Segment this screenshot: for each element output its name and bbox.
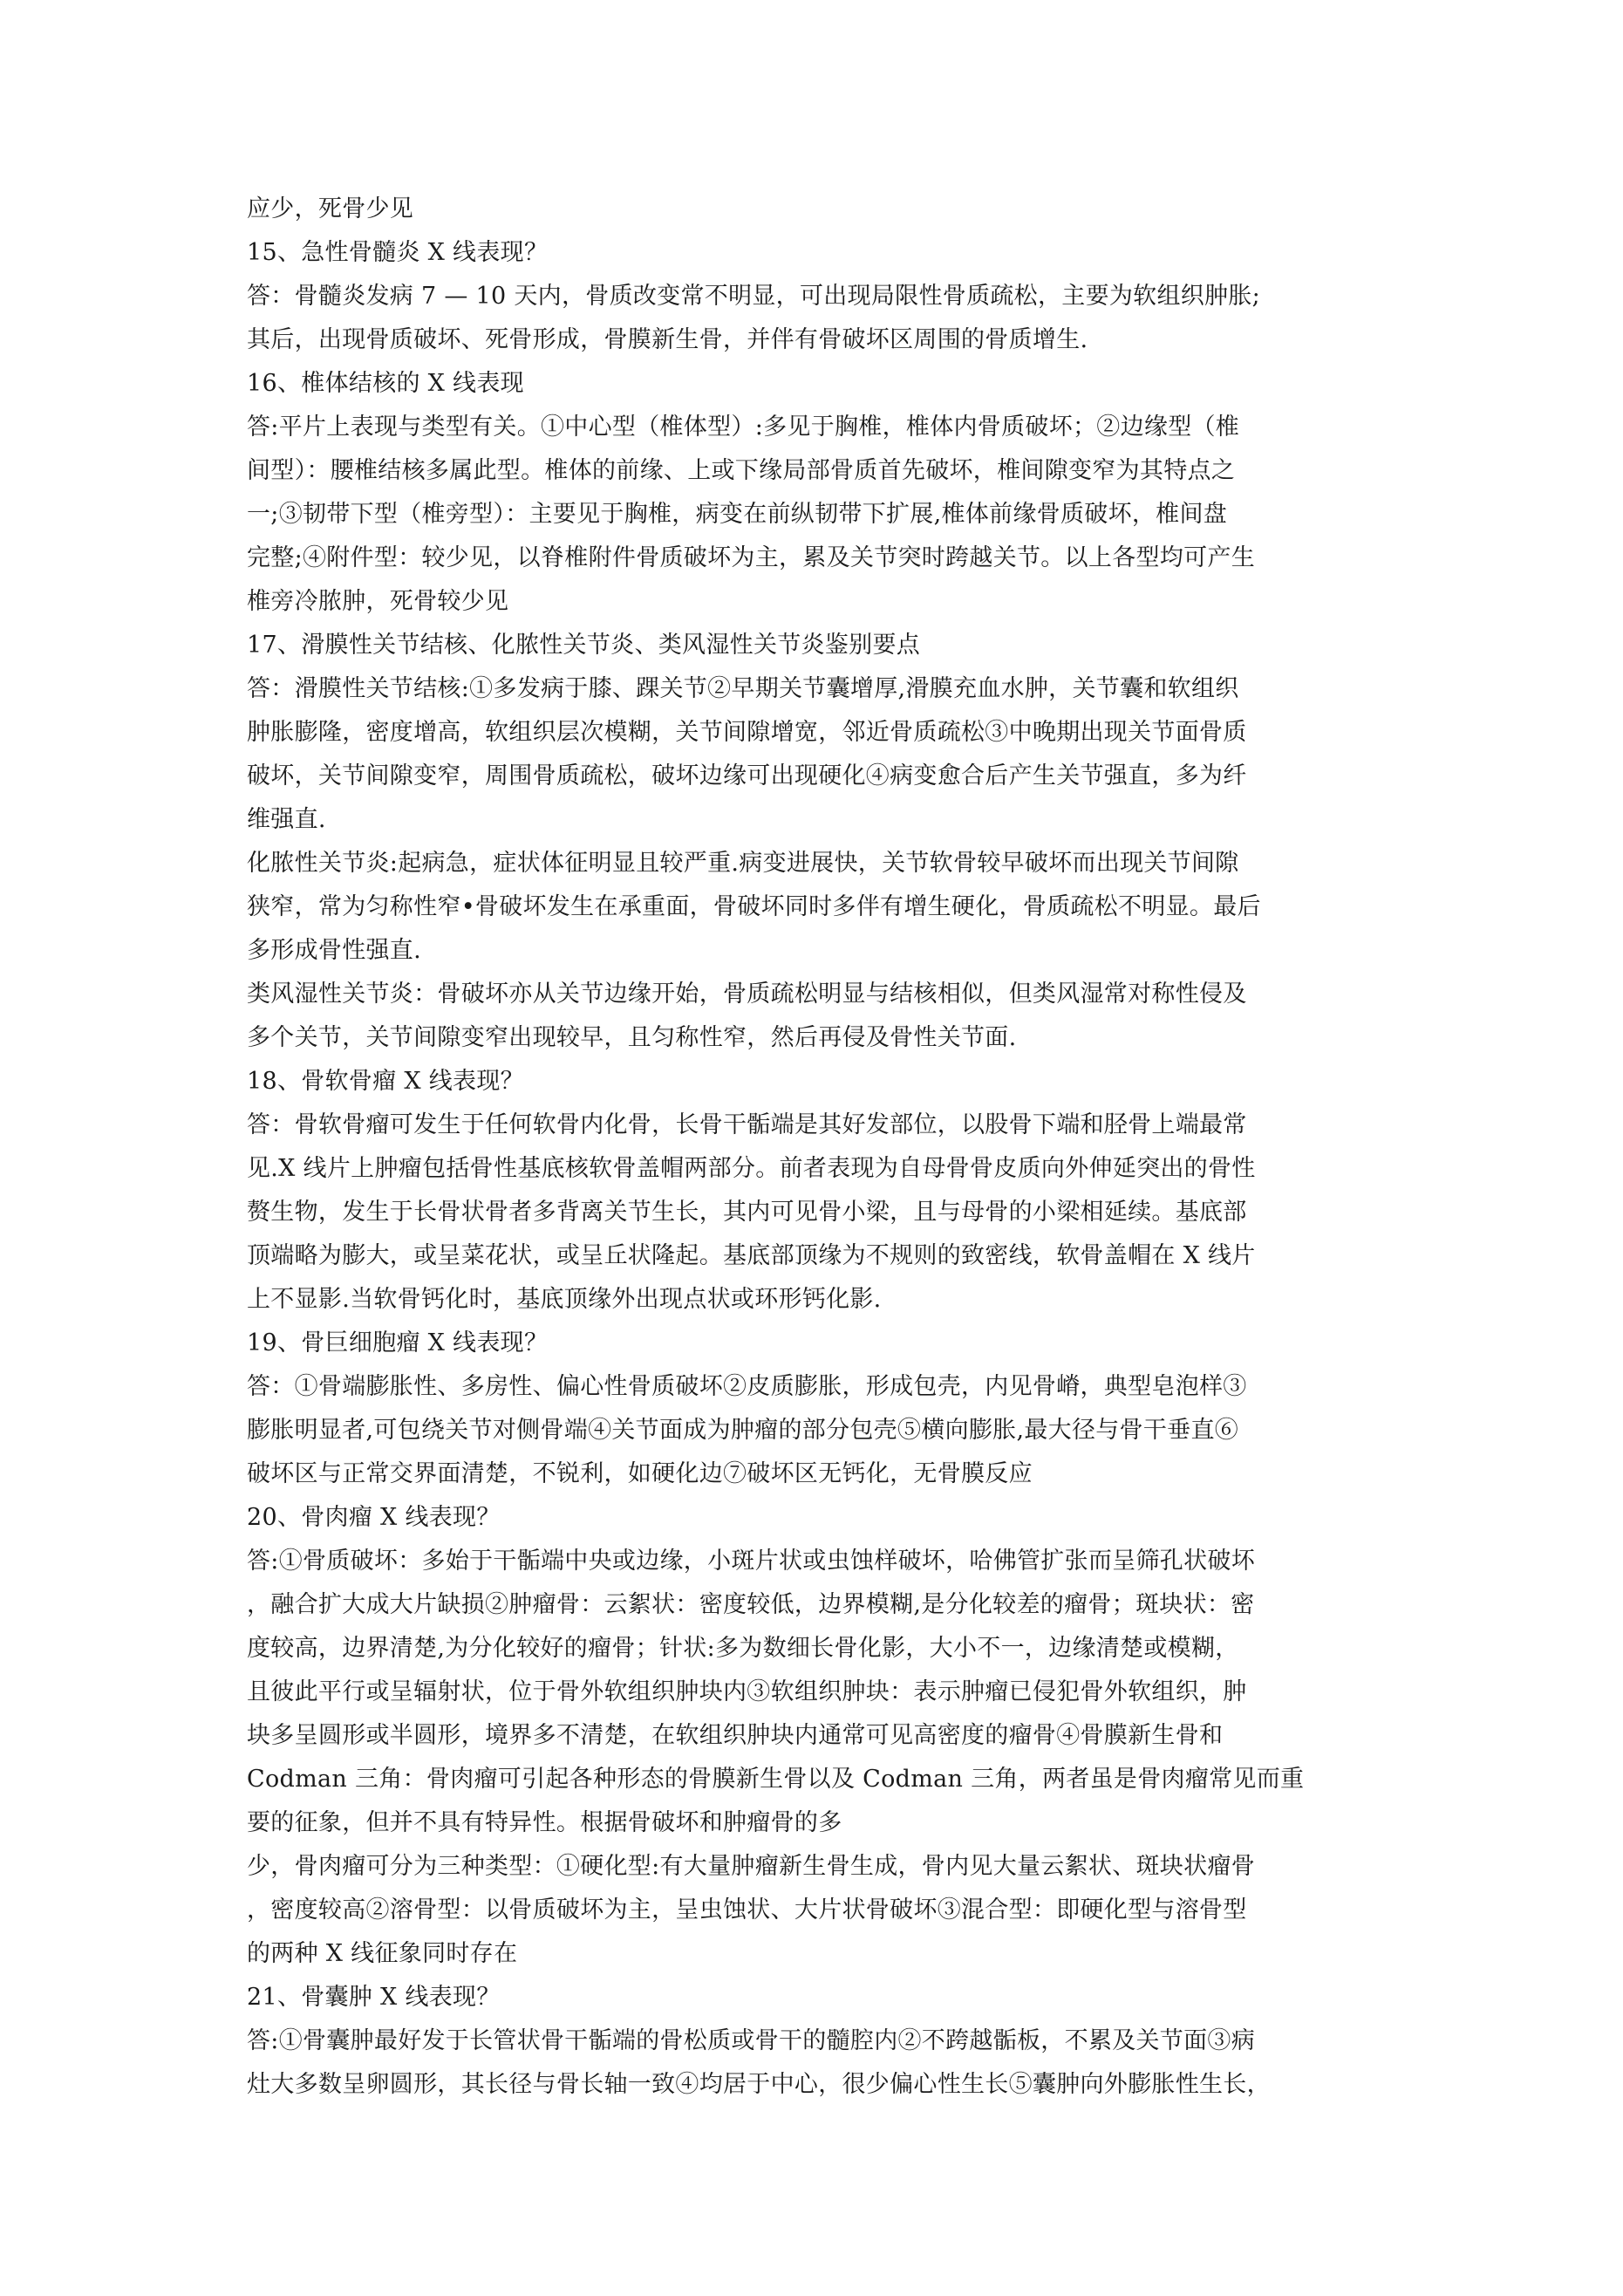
question-heading: 15、急性骨髓炎 X 线表现？ bbox=[247, 239, 549, 266]
question-heading: 16、椎体结核的 X 线表现 bbox=[247, 370, 524, 397]
document-page bbox=[247, 188, 1405, 2107]
text-line: ，融合扩大成大片缺损②肿瘤骨：云絮状：密度较低，边界模糊,是分化较差的瘤骨；斑块状：密 bbox=[247, 1591, 1255, 1618]
text-line: 类风湿性关节炎：骨破坏亦从关节边缘开始，骨质疏松明显与结核相似，但类风湿常对称性侵及 bbox=[247, 981, 1247, 1008]
text-line: 椎旁冷脓肿，死骨较少见 bbox=[247, 588, 509, 615]
text-line: 维强直. bbox=[247, 806, 326, 833]
text-line: 其后，出现骨质破坏、死骨形成，骨膜新生骨，并伴有骨破坏区周围的骨质增生. bbox=[247, 326, 1088, 353]
text-line: 一;③韧带下型（椎旁型）：主要见于胸椎，病变在前纵韧带下扩展,椎体前缘骨质破坏，椎间盘 bbox=[247, 501, 1228, 528]
text-line: 答：骨髓炎发病 7 — 10 天内，骨质改变常不明显，可出现局限性骨质疏松，主要为软组织肿胀; bbox=[247, 283, 1261, 310]
text-line: 顶端略为膨大，或呈菜花状，或呈丘状隆起。基底部顶缘为不规则的致密线，软骨盖帽在 X 线片 bbox=[247, 1242, 1256, 1269]
text-line: 多形成骨性强直. bbox=[247, 937, 421, 964]
text-line: 块多呈圆形或半圆形，境界多不清楚，在软组织肿块内通常可见高密度的瘤骨④骨膜新生骨和 bbox=[247, 1722, 1224, 1749]
question-heading: 20、骨肉瘤 X 线表现？ bbox=[247, 1504, 501, 1531]
question-heading: 18、骨软骨瘤 X 线表现？ bbox=[247, 1068, 524, 1095]
text-line: 破坏区与正常交界面清楚，不锐利，如硬化边⑦破坏区无钙化，无骨膜反应 bbox=[247, 1460, 1033, 1487]
text-line: 应少，死骨少见 bbox=[247, 195, 414, 222]
text-line: 间型）：腰椎结核多属此型。椎体的前缘、上或下缘局部骨质首先破坏，椎间隙变窄为其特点之 bbox=[247, 457, 1236, 484]
text-line: 化脓性关节炎:起病急，症状体征明显且较严重.病变进展快，关节软骨较早破坏而出现关节间隙 bbox=[247, 850, 1239, 877]
text-line: 完整;④附件型：较少见，以脊椎附件骨质破坏为主，累及关节突时跨越关节。以上各型均可产生 bbox=[247, 544, 1255, 571]
text-line: Codman 三角：骨肉瘤可引起各种形态的骨膜新生骨以及 Codman 三角，两者虽是骨肉瘤常见而重 bbox=[247, 1766, 1305, 1793]
text-line: 的两种 X 线征象同时存在 bbox=[247, 1940, 518, 1967]
text-line: 赘生物，发生于长骨状骨者多背离关节生长，其内可见骨小梁，且与母骨的小梁相延续。基底部 bbox=[247, 1199, 1247, 1226]
text-line: 灶大多数呈卵圆形，其长径与骨长轴一致④均居于中心，很少偏心性生长⑤囊肿向外膨胀性生长， bbox=[247, 2071, 1271, 2098]
question-heading: 21、骨囊肿 X 线表现？ bbox=[247, 1984, 501, 2011]
text-line: 少，骨肉瘤可分为三种类型：①硬化型:有大量肿瘤新生骨生成，骨内见大量云絮状、斑块状瘤骨 bbox=[247, 1853, 1255, 1880]
text-line: 度较高，边界清楚,为分化较好的瘤骨；针状:多为数细长骨化影，大小不一，边缘清楚或模糊， bbox=[247, 1635, 1239, 1662]
question-heading: 17、滑膜性关节结核、化脓性关节炎、类风湿性关节炎鉴别要点 bbox=[247, 632, 921, 659]
text-line: 膨胀明显者,可包绕关节对侧骨端④关节面成为肿瘤的部分包壳⑤横向膨胀,最大径与骨干垂直⑥ bbox=[247, 1417, 1239, 1444]
text-line: 答:平片上表现与类型有关。①中心型（椎体型）:多见于胸椎，椎体内骨质破坏；②边缘型（椎 bbox=[247, 413, 1240, 441]
text-line: 见.X 线片上肿瘤包括骨性基底核软骨盖帽两部分。前者表现为自母骨骨皮质向外伸延突出的骨性 bbox=[247, 1155, 1256, 1182]
text-line: 答:①骨质破坏：多始于干骺端中央或边缘，小斑片状或虫蚀样破坏，哈佛管扩张而呈筛孔状破坏 bbox=[247, 1548, 1255, 1575]
text-line: 要的征象，但并不具有特异性。根据骨破坏和肿瘤骨的多 bbox=[247, 1809, 842, 1836]
text-line: 答:①骨囊肿最好发于长管状骨干骺端的骨松质或骨干的髓腔内②不跨越骺板，不累及关节面③病 bbox=[247, 2027, 1255, 2054]
text-line: 答：滑膜性关节结核:①多发病于膝、踝关节②早期关节囊增厚,滑膜充血水肿，关节囊和软组织 bbox=[247, 675, 1239, 702]
text-line: 破坏，关节间隙变窄，周围骨质疏松，破坏边缘可出现硬化④病变愈合后产生关节强直，多为纤 bbox=[247, 762, 1247, 789]
text-line: 答：骨软骨瘤可发生于任何软骨内化骨，长骨干骺端是其好发部位，以股骨下端和胫骨上端最常 bbox=[247, 1111, 1247, 1138]
text-line: ，密度较高②溶骨型：以骨质破坏为主，呈虫蚀状、大片状骨破坏③混合型：即硬化型与溶骨型 bbox=[247, 1896, 1247, 1924]
text-line: 答：①骨端膨胀性、多房性、偏心性骨质破坏②皮质膨胀，形成包壳，内见骨嵴，典型皂泡样③ bbox=[247, 1373, 1247, 1400]
text-line: 上不显影.当软骨钙化时，基底顶缘外出现点状或环形钙化影. bbox=[247, 1286, 882, 1313]
text-line: 狭窄，常为匀称性窄•骨破坏发生在承重面，骨破坏同时多伴有增生硬化，骨质疏松不明显。最后 bbox=[247, 893, 1261, 920]
text-line: 肿胀膨隆，密度增高，软组织层次模糊，关节间隙增宽，邻近骨质疏松③中晚期出现关节面骨质 bbox=[247, 719, 1247, 746]
question-heading: 19、骨巨细胞瘤 X 线表现？ bbox=[247, 1329, 549, 1356]
text-line: 多个关节，关节间隙变窄出现较早，且匀称性窄，然后再侵及骨性关节面. bbox=[247, 1024, 1017, 1051]
text-line: 且彼此平行或呈辐射状，位于骨外软组织肿块内③软组织肿块：表示肿瘤已侵犯骨外软组织，肿 bbox=[247, 1678, 1247, 1705]
